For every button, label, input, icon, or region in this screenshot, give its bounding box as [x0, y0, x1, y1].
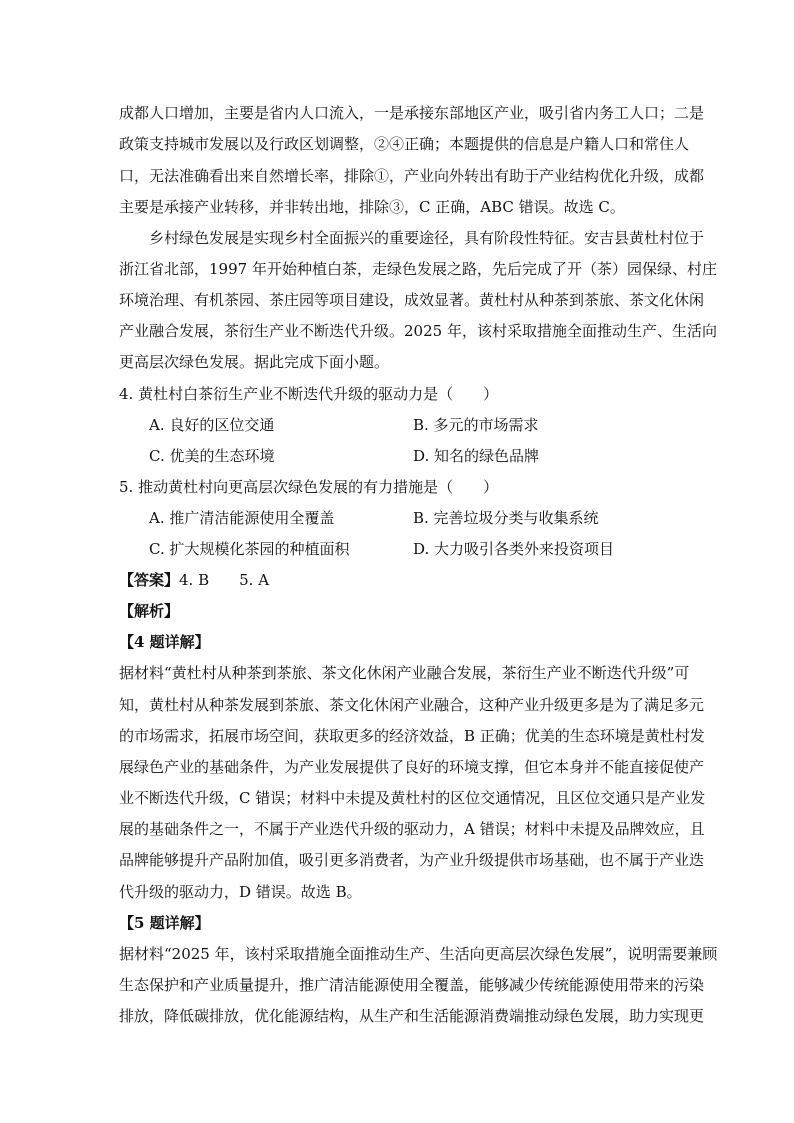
- question5-option-c: C. 扩大规模化茶园的种植面积: [149, 540, 350, 558]
- question4-option-a: A. 良好的区位交通: [149, 416, 275, 434]
- detail4-label: 【4 题详解】: [119, 633, 210, 651]
- answer-line: [119, 570, 679, 590]
- paragraph1-line: 政策支持城市发展以及行政区划调整，②④正确；本题提供的信息是户籍人口和常住人: [119, 135, 690, 153]
- paragraph2-line: 环境治理、有机茶园、茶庄园等项目建设，成效显著。黄杜村从种茶到茶旅、茶文化休闲: [119, 291, 705, 309]
- detail4-line: 知，黄杜村从种茶发展到茶旅、茶文化休闲产业融合，这种产业升级更多是为了满足多元: [119, 696, 705, 714]
- question5-stem: 5. 推动黄杜村向更高层次绿色发展的有力措施是（ ）: [119, 478, 499, 496]
- paragraph2-line: 产业融合发展，茶衍生产业不断迭代升级。2025 年，该村采取措施全面推动生产、生活向: [119, 322, 717, 340]
- detail5-line: 据材料“2025 年，该村采取措施全面推动生产、生活向更高层次绿色发展”，说明需要兼顾: [119, 945, 718, 963]
- detail4-line: 展的基础条件之一，不属于产业迭代升级的驱动力，A 错误；材料中未提及品牌效应，且: [119, 820, 705, 838]
- detail4-line: 代升级的驱动力，D 错误。故选 B。: [119, 883, 362, 901]
- question5-option-a: A. 推广清洁能源使用全覆盖: [149, 509, 335, 527]
- detail4-line: 业不断迭代升级，C 错误；材料中未提及黄杜村的区位交通情况，且区位交通只是产业发: [119, 789, 706, 807]
- paragraph1-line: 主要是承接产业转移，并非转出地，排除③，C 正确，ABC 错误。故选 C。: [119, 198, 625, 216]
- detail5-line: 排放，降低碳排放，优化能源结构，从生产和生活能源消费端推动绿色发展，助力实现更: [119, 1007, 705, 1025]
- answer-text: 4. B 5. A: [179, 571, 270, 589]
- detail5-label: 【5 题详解】: [119, 914, 210, 932]
- paragraph2-line: 乡村绿色发展是实现乡村全面振兴的重要途径，具有阶段性特征。安吉县黄杜村位于: [149, 229, 705, 247]
- detail4-line: 的市场需求，拓展市场空间，获取更多的经济效益，B 正确；优美的生态环境是黄杜村发: [119, 727, 705, 745]
- question4-option-d: D. 知名的绿色品牌: [413, 447, 540, 465]
- detail4-line: 品牌能够提升产品附加值，吸引更多消费者，为产业升级提供市场基础，也不属于产业迭: [119, 851, 705, 869]
- question5-option-b: B. 完善垃圾分类与收集系统: [413, 509, 599, 527]
- analysis-label: 【解析】: [119, 602, 180, 620]
- detail4-line: 据材料“黄杜村从种茶到茶旅、茶文化休闲产业融合发展，茶衍生产业不断迭代升级”可: [119, 664, 690, 682]
- paragraph1-line: 口，无法准确看出来自然增长率，排除①，产业向外转出有助于产业结构优化升级，成都: [119, 167, 705, 185]
- paragraph2-line: 浙江省北部，1997 年开始种植白茶，走绿色发展之路，先后完成了开（茶）园保绿、村庄: [119, 260, 717, 278]
- question4-stem: 4. 黄杜村白茶衍生产业不断迭代升级的驱动力是（ ）: [119, 385, 499, 403]
- question5-option-d: D. 大力吸引各类外来投资项目: [413, 540, 615, 558]
- question4-option-c: C. 优美的生态环境: [149, 447, 275, 465]
- paragraph2-line: 更高层次绿色发展。据此完成下面小题。: [119, 353, 390, 371]
- question4-option-b: B. 多元的市场需求: [413, 416, 539, 434]
- detail4-line: 展绿色产业的基础条件，为产业发展提供了良好的环境支撑，但它本身并不能直接促使产: [119, 758, 705, 776]
- detail5-line: 生态保护和产业质量提升，推广清洁能源使用全覆盖，能够减少传统能源使用带来的污染: [119, 976, 705, 994]
- answer-label: 【答案】: [119, 571, 180, 589]
- paragraph1-line: 成都人口增加，主要是省内人口流入，一是承接东部地区产业，吸引省内务工人口；二是: [119, 104, 705, 122]
